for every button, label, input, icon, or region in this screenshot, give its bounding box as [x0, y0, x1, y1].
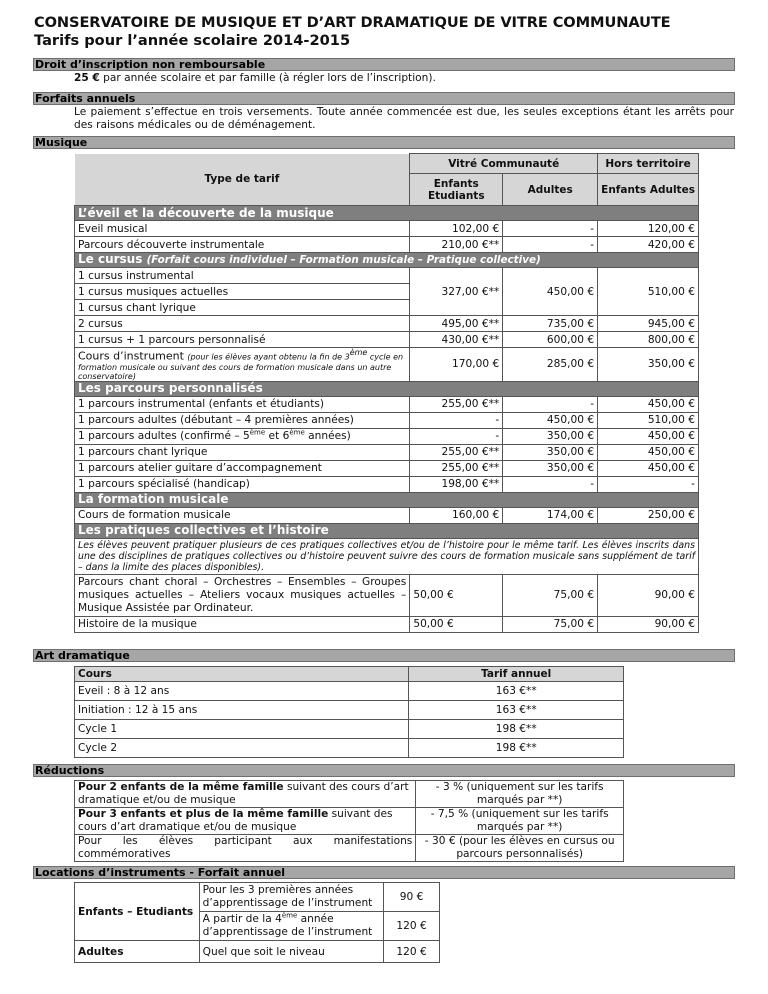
section-forfaits: Forfaits annuels	[33, 92, 735, 105]
table-row: 2 cursus 495,00 €** 735,00 € 945,00 €	[75, 316, 699, 332]
table-row: Cycle 1 198 €**	[75, 720, 624, 739]
col-adultes: Adultes	[503, 174, 598, 206]
table-row: Initiation : 12 à 15 ans 163 €**	[75, 701, 624, 720]
table-row: Pour 3 enfants et plus de la même famille suivant des cours d’art dramatique et/ou de musique - 7,5 % (uniquement sur les tarifs marqués par **)	[75, 808, 624, 835]
subheading-collectives: Les pratiques collectives et l’histoire	[75, 523, 699, 538]
table-row: 1 cursus musiques actuelles	[75, 284, 699, 300]
forfaits-text: Le paiement s’effectue en trois versements. Toute année commencée est due, les seules exceptions étant les arrêts pour des raisons médicales ou de déménagement.	[74, 106, 734, 131]
subheading-cursus: Le cursus (Forfait cours individuel – Formation musicale – Pratique collective)	[75, 253, 699, 268]
musique-table	[74, 153, 699, 633]
col-vitre: Vitré Communauté	[410, 154, 598, 174]
table-row: Enfants – Etudiants Pour les 3 premières années d’apprentissage de l’instrument 90 €	[75, 883, 440, 912]
table-row: Cours d’instrument (pour les élèves ayant obtenu la fin de 3ème cycle en formation musicale ou suivant des cours de formation musicale dans un autre conservatoire) 170,00 € 285,00 € 350,00 €	[75, 348, 699, 382]
table-row: 1 parcours adultes (confirmé – 5ème et 6ème années) - 350,00 € 450,00 €	[75, 428, 699, 444]
table-row: 1 parcours spécialisé (handicap) 198,00 €** - -	[75, 476, 699, 492]
subheading-parcours: Les parcours personnalisés	[75, 381, 699, 396]
collectives-note: Les élèves peuvent pratiquer plusieurs de ces pratiques collectives et/ou de l’histoire pour le même tarif. Les élèves inscrits dans une des disciplines de pratiques collectives ou d’histoire peuvent suivre des cours de formation musicale sans supplément de tarif – dans la limite des places disponibles).	[75, 538, 699, 574]
section-art: Art dramatique	[33, 649, 735, 662]
col-hors: Hors territoire	[598, 154, 699, 174]
table-row: 1 parcours adultes (débutant – 4 premières années) - 450,00 € 510,00 €	[75, 412, 699, 428]
art-table: Cours Tarif annuel Eveil : 8 à 12 ans 163 €** Initiation : 12 à 15 ans 163 €** Cycle 1 198 €** Cycle 2 198 €**	[74, 666, 624, 758]
page-title: CONSERVATOIRE DE MUSIQUE ET D’ART DRAMATIQUE DE VITRE COMMUNAUTE	[34, 14, 671, 31]
table-row: 1 cursus instrumental 327,00 €** 450,00 € 510,00 €	[75, 268, 699, 284]
table-row: 1 cursus + 1 parcours personnalisé 430,00 €** 600,00 € 800,00 €	[75, 332, 699, 348]
section-inscription: Droit d’inscription non remboursable	[33, 58, 735, 71]
table-row: Cours de formation musicale 160,00 € 174,00 € 250,00 €	[75, 507, 699, 523]
subheading-formation: La formation musicale	[75, 492, 699, 507]
table-row: Cycle 2 198 €**	[75, 739, 624, 758]
table-row: Histoire de la musique 50,00 € 75,00 € 90,00 €	[75, 616, 699, 632]
locations-table	[74, 882, 440, 963]
table-row: Adultes Quel que soit le niveau 120 €	[75, 941, 440, 963]
table-row: 1 parcours atelier guitare d’accompagnement 255,00 €** 350,00 € 450,00 €	[75, 460, 699, 476]
table-row: Pour les élèves participant aux manifestations commémoratives - 30 € (pour les élèves en cursus ou parcours personnalisés)	[75, 835, 624, 862]
table-row: A partir de la 4ème année d’apprentissage de l’instrument 120 €	[75, 912, 440, 941]
col-type: Type de tarif	[75, 154, 410, 206]
table-row: 1 cursus chant lyrique	[75, 300, 699, 316]
subheading-eveil: L’éveil et la découverte de la musique	[75, 206, 699, 221]
col-hors-ea: Enfants Adultes	[598, 174, 699, 206]
col-enfants: Enfants Etudiants	[410, 174, 503, 206]
table-row: Parcours chant choral – Orchestres – Ensembles – Groupes musiques actuelles – Ateliers vocaux musiques actuelles – Musique Assistée par Ordinateur. 50,00 € 75,00 € 90,00 €	[75, 574, 699, 616]
table-row: Parcours découverte instrumentale 210,00 €** - 420,00 €	[75, 237, 699, 253]
table-row: Eveil musical 102,00 € - 120,00 €	[75, 221, 699, 237]
table-row: 1 parcours instrumental (enfants et étudiants) 255,00 €** - 450,00 €	[75, 396, 699, 412]
reductions-table	[74, 780, 624, 862]
table-row: Eveil : 8 à 12 ans 163 €**	[75, 682, 624, 701]
section-reductions: Réductions	[33, 764, 735, 777]
section-locations: Locations d’instruments - Forfait annuel	[33, 866, 735, 879]
inscription-text: 25 € par année scolaire et par famille (à régler lors de l’inscription).	[74, 72, 436, 84]
page-subtitle: Tarifs pour l’année scolaire 2014-2015	[34, 32, 351, 49]
table-row: Pour 2 enfants de la même famille suivant des cours d’art dramatique et/ou de musique - 3 % (uniquement sur les tarifs marqués par **)	[75, 781, 624, 808]
table-row: 1 parcours chant lyrique 255,00 €** 350,00 € 450,00 €	[75, 444, 699, 460]
section-musique: Musique	[33, 136, 735, 149]
